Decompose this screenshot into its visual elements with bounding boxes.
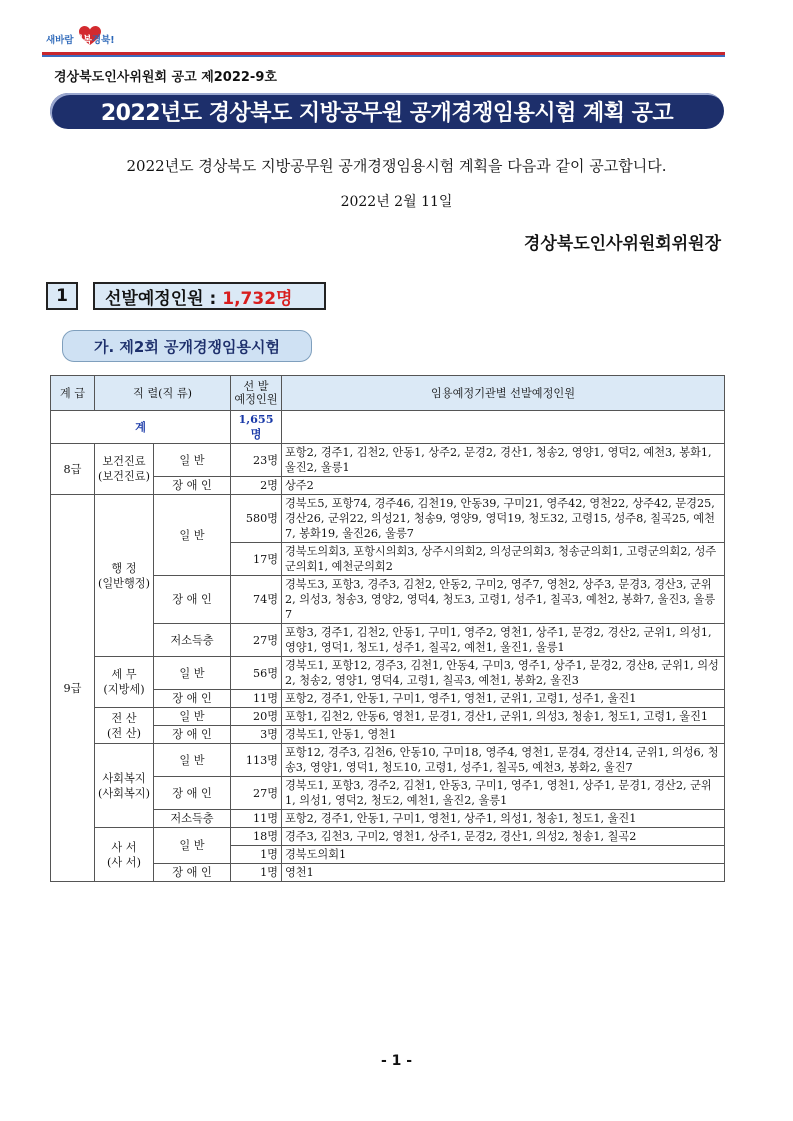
- page-title: 2022년도 경상북도 지방공무원 공개경쟁임용시험 계획 공고: [50, 93, 724, 129]
- logo-text-a: 새바람: [46, 35, 74, 46]
- table-row: 세 무 (지방세) 일 반 56명 경북도1, 포항12, 경주3, 김천1, 안동4, 구미3, 영주1, 상주1, 문경2, 경산8, 군위1, 의성2, 청송2, 영양1, 영덕4, 고령1, 칠곡3, 예천1, 봉화2, 울진3: [51, 657, 725, 690]
- subsection-title: 가. 제2회 공개경쟁임용시험: [62, 330, 312, 362]
- header-dist: 임용예정기관별 선발예정인원: [282, 376, 725, 411]
- table-row: 장 애 인 3명 경북도1, 안동1, 영천1: [51, 726, 725, 744]
- grade-8: 8급: [51, 444, 95, 495]
- job-health: 보건진료 (보건진료): [95, 444, 154, 495]
- job-admin: 행 정 (일반행정): [95, 495, 154, 657]
- section-title: [93, 282, 326, 310]
- table-row: 17명 경북도의회3, 포항시의회3, 상주시의회2, 의성군의회3, 청송군의회1, 고령군의회2, 성주군의회1, 예천군의회2: [51, 543, 725, 576]
- table-row: 전 산 (전 산) 일 반 20명 포항1, 김천2, 안동6, 영천1, 문경1, 경산1, 군위1, 의성3, 청송1, 청도1, 고령1, 울진1: [51, 708, 725, 726]
- header-divider: [42, 52, 725, 57]
- job-tax: 세 무 (지방세): [95, 657, 154, 708]
- header-count: 선 발 예정인원: [231, 376, 282, 411]
- table-row: 사 서 (사 서) 일 반 18명 경주3, 김천3, 구미2, 영천1, 상주1, 문경2, 경산1, 의성2, 청송1, 칠곡2: [51, 828, 725, 846]
- job-it: 전 산 (전 산): [95, 708, 154, 744]
- total-row: [51, 411, 725, 444]
- table-row: 장 애 인 11명 포항2, 경주1, 안동1, 구미1, 영주1, 영천1, 군위1, 고령1, 성주1, 울진1: [51, 690, 725, 708]
- page-number: - 1 -: [380, 1053, 413, 1069]
- job-welfare: 사회복지 (사회복지): [95, 744, 154, 828]
- job-clerk: 사 서 (사 서): [95, 828, 154, 882]
- table-row: 장 애 인 27명 경북도1, 포항3, 경주2, 김천1, 안동3, 구미1, 영주1, 영천1, 상주1, 문경1, 경산2, 군위1, 의성1, 영덕2, 청도2, 예천1, 울진2, 울릉1: [51, 777, 725, 810]
- notice-date: 2022년 2월 11일: [340, 194, 453, 210]
- header-grade: 계 급: [51, 376, 95, 411]
- recruitment-table: [50, 375, 725, 882]
- logo-text-c: 경북!: [91, 35, 115, 46]
- table-row: 저소득층 11명 포항2, 경주1, 안동1, 구미1, 영천1, 상주1, 의성1, 청송1, 청도1, 울진1: [51, 810, 725, 828]
- total-value: 1,655명: [231, 411, 282, 444]
- logo: [46, 24, 146, 52]
- table-row: 저소득층 27명 포항3, 경주1, 김천2, 안동1, 구미1, 영주2, 영천1, 상주1, 문경2, 경산2, 군위1, 의성1, 영양1, 영덕1, 청도1, 성주1, 칠곡2, 예천1, 울진1, 울릉1: [51, 624, 725, 657]
- total-label: 계: [51, 411, 231, 444]
- logo-text-b: 행복: [73, 35, 92, 46]
- table-row: 8급 보건진료 (보건진료) 일 반 23명 포항2, 경주1, 김천2, 안동1, 상주2, 문경2, 경산1, 청송2, 영양1, 영덕2, 예천3, 봉화1, 울진2, 울릉1: [51, 444, 725, 477]
- section-label: 선발예정인원 :: [105, 288, 217, 309]
- table-row: 9급 행 정 (일반행정) 일 반 580명 경북도5, 포항74, 경주46, 김천19, 안동39, 구미21, 영주42, 영천22, 상주42, 문경25, 경산26, 군위22, 의성21, 청송9, 영양9, 영덕19, 청도32, 고령15, 성주8, 칠곡25, 예천7, 봉화19, 울진26, 울릉7: [51, 495, 725, 543]
- section-value: 1,732명: [222, 288, 293, 309]
- table-row: 장 애 인 1명 영천1: [51, 864, 725, 882]
- table-header: [51, 376, 725, 411]
- intro-text: 2022년도 경상북도 지방공무원 공개경쟁임용시험 계획을 다음과 같이 공고합니다.: [126, 157, 667, 175]
- section-number: 1: [46, 282, 78, 310]
- table-row: 장 애 인 2명 상주2: [51, 477, 725, 495]
- header-job: 직 렬(직 류): [95, 376, 231, 411]
- table-row: 장 애 인 74명 경북도3, 포항3, 경주3, 김천2, 안동2, 구미2, 영주7, 영천2, 상주3, 문경3, 경산3, 군위2, 의성3, 청송3, 영양2, 영덕4, 청도3, 고령1, 성주1, 칠곡3, 예천2, 봉화7, 울진3, 울릉7: [51, 576, 725, 624]
- signer: 경상북도인사위원회위원장: [523, 234, 721, 254]
- grade-9: 9급: [51, 495, 95, 882]
- table-row: 사회복지 (사회복지) 일 반 113명 포항12, 경주3, 김천6, 안동10, 구미18, 영주4, 영천1, 문경4, 경산14, 군위1, 의성6, 청송3, 영양1, 영덕1, 청도10, 고령1, 성주1, 칠곡5, 예천3, 봉화2, 울진7: [51, 744, 725, 777]
- table-row: 1명 경북도의회1: [51, 846, 725, 864]
- notice-number: 경상북도인사위원회 공고 제2022-9호: [54, 70, 277, 85]
